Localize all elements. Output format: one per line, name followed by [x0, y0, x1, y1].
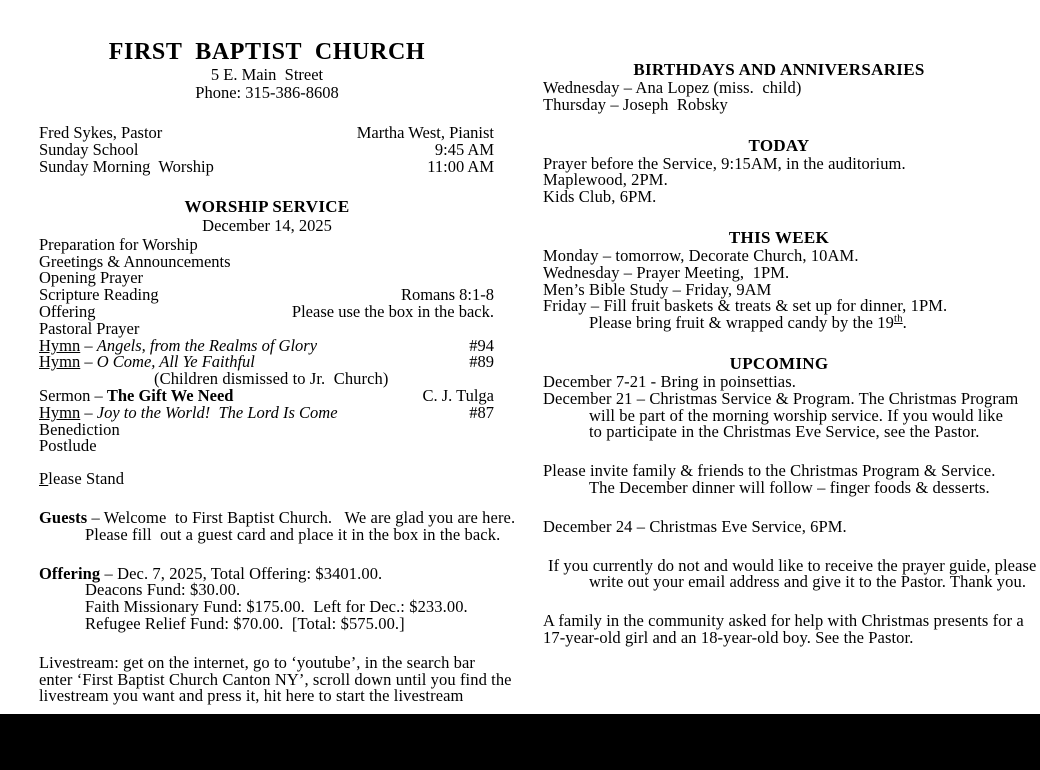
upcoming-dec21-line: December 21 – Christmas Service & Program. The Christmas Program — [543, 388, 1019, 408]
postlude-item: Postlude — [39, 436, 97, 456]
guests-dash: – — [87, 508, 104, 528]
right-column — [543, 0, 1037, 647]
hymn-dash: – — [80, 402, 97, 422]
worship-service-heading: WORSHIP SERVICE — [184, 197, 350, 217]
refugee-relief-fund-line: Refugee Relief Fund: $70.00. [Total: $575.00.] — [85, 614, 405, 634]
today-line: Prayer before the Service, 9:15AM, in the auditorium. — [543, 153, 906, 173]
upcoming-heading: UPCOMING — [729, 353, 829, 373]
prayer-guide-line-1: If you currently do not and would like to receive the prayer guide, please — [548, 555, 1037, 575]
sermon-title: The Gift We Need — [106, 386, 234, 406]
scan-crop-bar — [0, 714, 1040, 770]
dec24-service-line: December 24 – Christmas Eve Service, 6PM. — [543, 516, 847, 536]
offering-label: Offering — [39, 563, 101, 583]
livestream-line-1: Livestream: get on the internet, go to ‘youtube’, in the search bar — [39, 652, 476, 672]
worship-service-date: December 14, 2025 — [202, 216, 332, 236]
this-week-line: Wednesday – Prayer Meeting, 1PM. — [543, 262, 790, 282]
benediction-item: Benediction — [39, 419, 120, 439]
livestream-line-3: livestream you want and press it, hit here to start the livestream — [39, 686, 464, 706]
faith-missionary-fund-line: Faith Missionary Fund: $175.00. Left for Dec.: $233.00. — [85, 597, 468, 617]
order-label: Scripture Reading — [39, 285, 159, 305]
order-label: Preparation for Worship — [39, 234, 198, 254]
candy-deadline-prefix: Please bring fruit & wrapped candy by the 19 — [589, 313, 894, 333]
offering-note: Please use the box in the back. — [291, 302, 494, 322]
church-phone: Phone: 315-386-8608 — [195, 82, 339, 102]
sunday-school-label: Sunday School — [39, 139, 139, 159]
livestream-line-2: enter ‘First Baptist Church Canton NY’, scroll down until you find the — [39, 669, 512, 689]
pastor-name: Fred Sykes, Pastor — [39, 123, 163, 142]
children-dismissed-note: (Children dismissed to Jr. Church) — [154, 369, 389, 389]
pianist-name: Martha West, Pianist — [356, 123, 494, 142]
today-heading: TODAY — [748, 135, 810, 155]
ordinal-suffix: th — [894, 312, 903, 325]
hymn-title: O Come, All Ye Faithful — [96, 352, 255, 372]
church-address: 5 E. Main Street — [210, 65, 324, 84]
today-line: Maplewood, 2PM. — [543, 170, 668, 190]
this-week-line: Men’s Bible Study – Friday, 9AM — [543, 279, 772, 299]
upcoming-dec21-line-cont: to participate in the Christmas Eve Service, see the Pastor. — [589, 422, 980, 442]
this-week-line: Friday – Fill fruit baskets & treats & set up for dinner, 1PM. — [543, 296, 948, 316]
candy-deadline-line — [543, 312, 1015, 333]
hymn-number: #87 — [469, 402, 494, 422]
sunday-school-time: 9:45 AM — [434, 139, 494, 159]
order-label: Offering — [39, 302, 96, 322]
offering-dash: – — [100, 563, 118, 583]
hymn-word: Hymn — [39, 335, 81, 355]
family-help-line-1: A family in the community asked for help with Christmas presents for a — [543, 611, 1024, 631]
staff-row — [39, 156, 494, 176]
morning-worship-time: 11:00 AM — [427, 156, 494, 176]
this-week-heading: THIS WEEK — [728, 227, 830, 247]
deacons-fund-line: Deacons Fund: $30.00. — [85, 580, 241, 600]
birthday-line: Thursday – Joseph Robsky — [543, 94, 728, 114]
birthdays-heading: BIRTHDAYS AND ANNIVERSARIES — [633, 60, 925, 79]
hymn-word: Hymn — [39, 402, 81, 422]
worship-order-list — [39, 234, 495, 456]
left-column — [39, 0, 516, 706]
please-stand-first-letter: P — [39, 469, 49, 489]
hymn-title: Joy to the World! The Lord Is Come — [96, 402, 338, 422]
hymn-number: #94 — [469, 335, 494, 355]
hymn-dash: – — [80, 335, 97, 355]
hymn-title: Angels, from the Realms of Glory — [96, 335, 318, 355]
order-label: Greetings & Announcements — [39, 251, 231, 271]
order-label: Opening Prayer — [39, 268, 144, 288]
invite-line-1: Please invite family & friends to the Christmas Program & Service. — [543, 461, 996, 481]
birthday-line: Wednesday – Ana Lopez (miss. child) — [543, 78, 802, 97]
invite-line-2: The December dinner will follow – finger foods & desserts. — [589, 477, 990, 497]
sermon-label: Sermon – — [39, 386, 107, 406]
hymn-number: #89 — [469, 352, 494, 372]
candy-deadline-suffix: . — [902, 313, 907, 333]
today-line: Kids Club, 6PM. — [543, 187, 657, 207]
hymn-dash: – — [80, 352, 97, 372]
guests-card-note: Please fill out a guest card and place it in the box in the back. — [85, 524, 501, 544]
page-title: FIRST BAPTIST CHURCH — [108, 39, 426, 65]
this-week-line: Monday – tomorrow, Decorate Church, 10AM. — [543, 245, 859, 265]
upcoming-dec21-line-cont: will be part of the morning worship service. If you would like — [589, 405, 1004, 425]
please-stand-note — [39, 471, 495, 488]
guests-label: Guests — [39, 508, 88, 528]
guests-welcome-text: Welcome to First Baptist Church. We are glad you are here. — [103, 508, 516, 528]
sermon-speaker: C. J. Tulga — [422, 386, 494, 406]
family-help-line-2: 17-year-old girl and an 18-year-old boy. See the Pastor. — [543, 627, 914, 647]
offering-total: Dec. 7, 2025, Total Offering: $3401.00. — [117, 563, 383, 583]
upcoming-poinsettias-line: December 7-21 - Bring in poinsettias. — [543, 371, 796, 391]
order-label: Pastoral Prayer — [39, 318, 140, 338]
morning-worship-label: Sunday Morning Worship — [39, 156, 214, 176]
prayer-guide-line-2: write out your email address and give it to the Pastor. Thank you. — [589, 572, 1027, 592]
please-stand-rest: lease Stand — [48, 469, 125, 489]
staff-and-times — [39, 125, 495, 175]
scripture-reference: Romans 8:1-8 — [400, 285, 494, 305]
hymn-word: Hymn — [39, 352, 81, 372]
